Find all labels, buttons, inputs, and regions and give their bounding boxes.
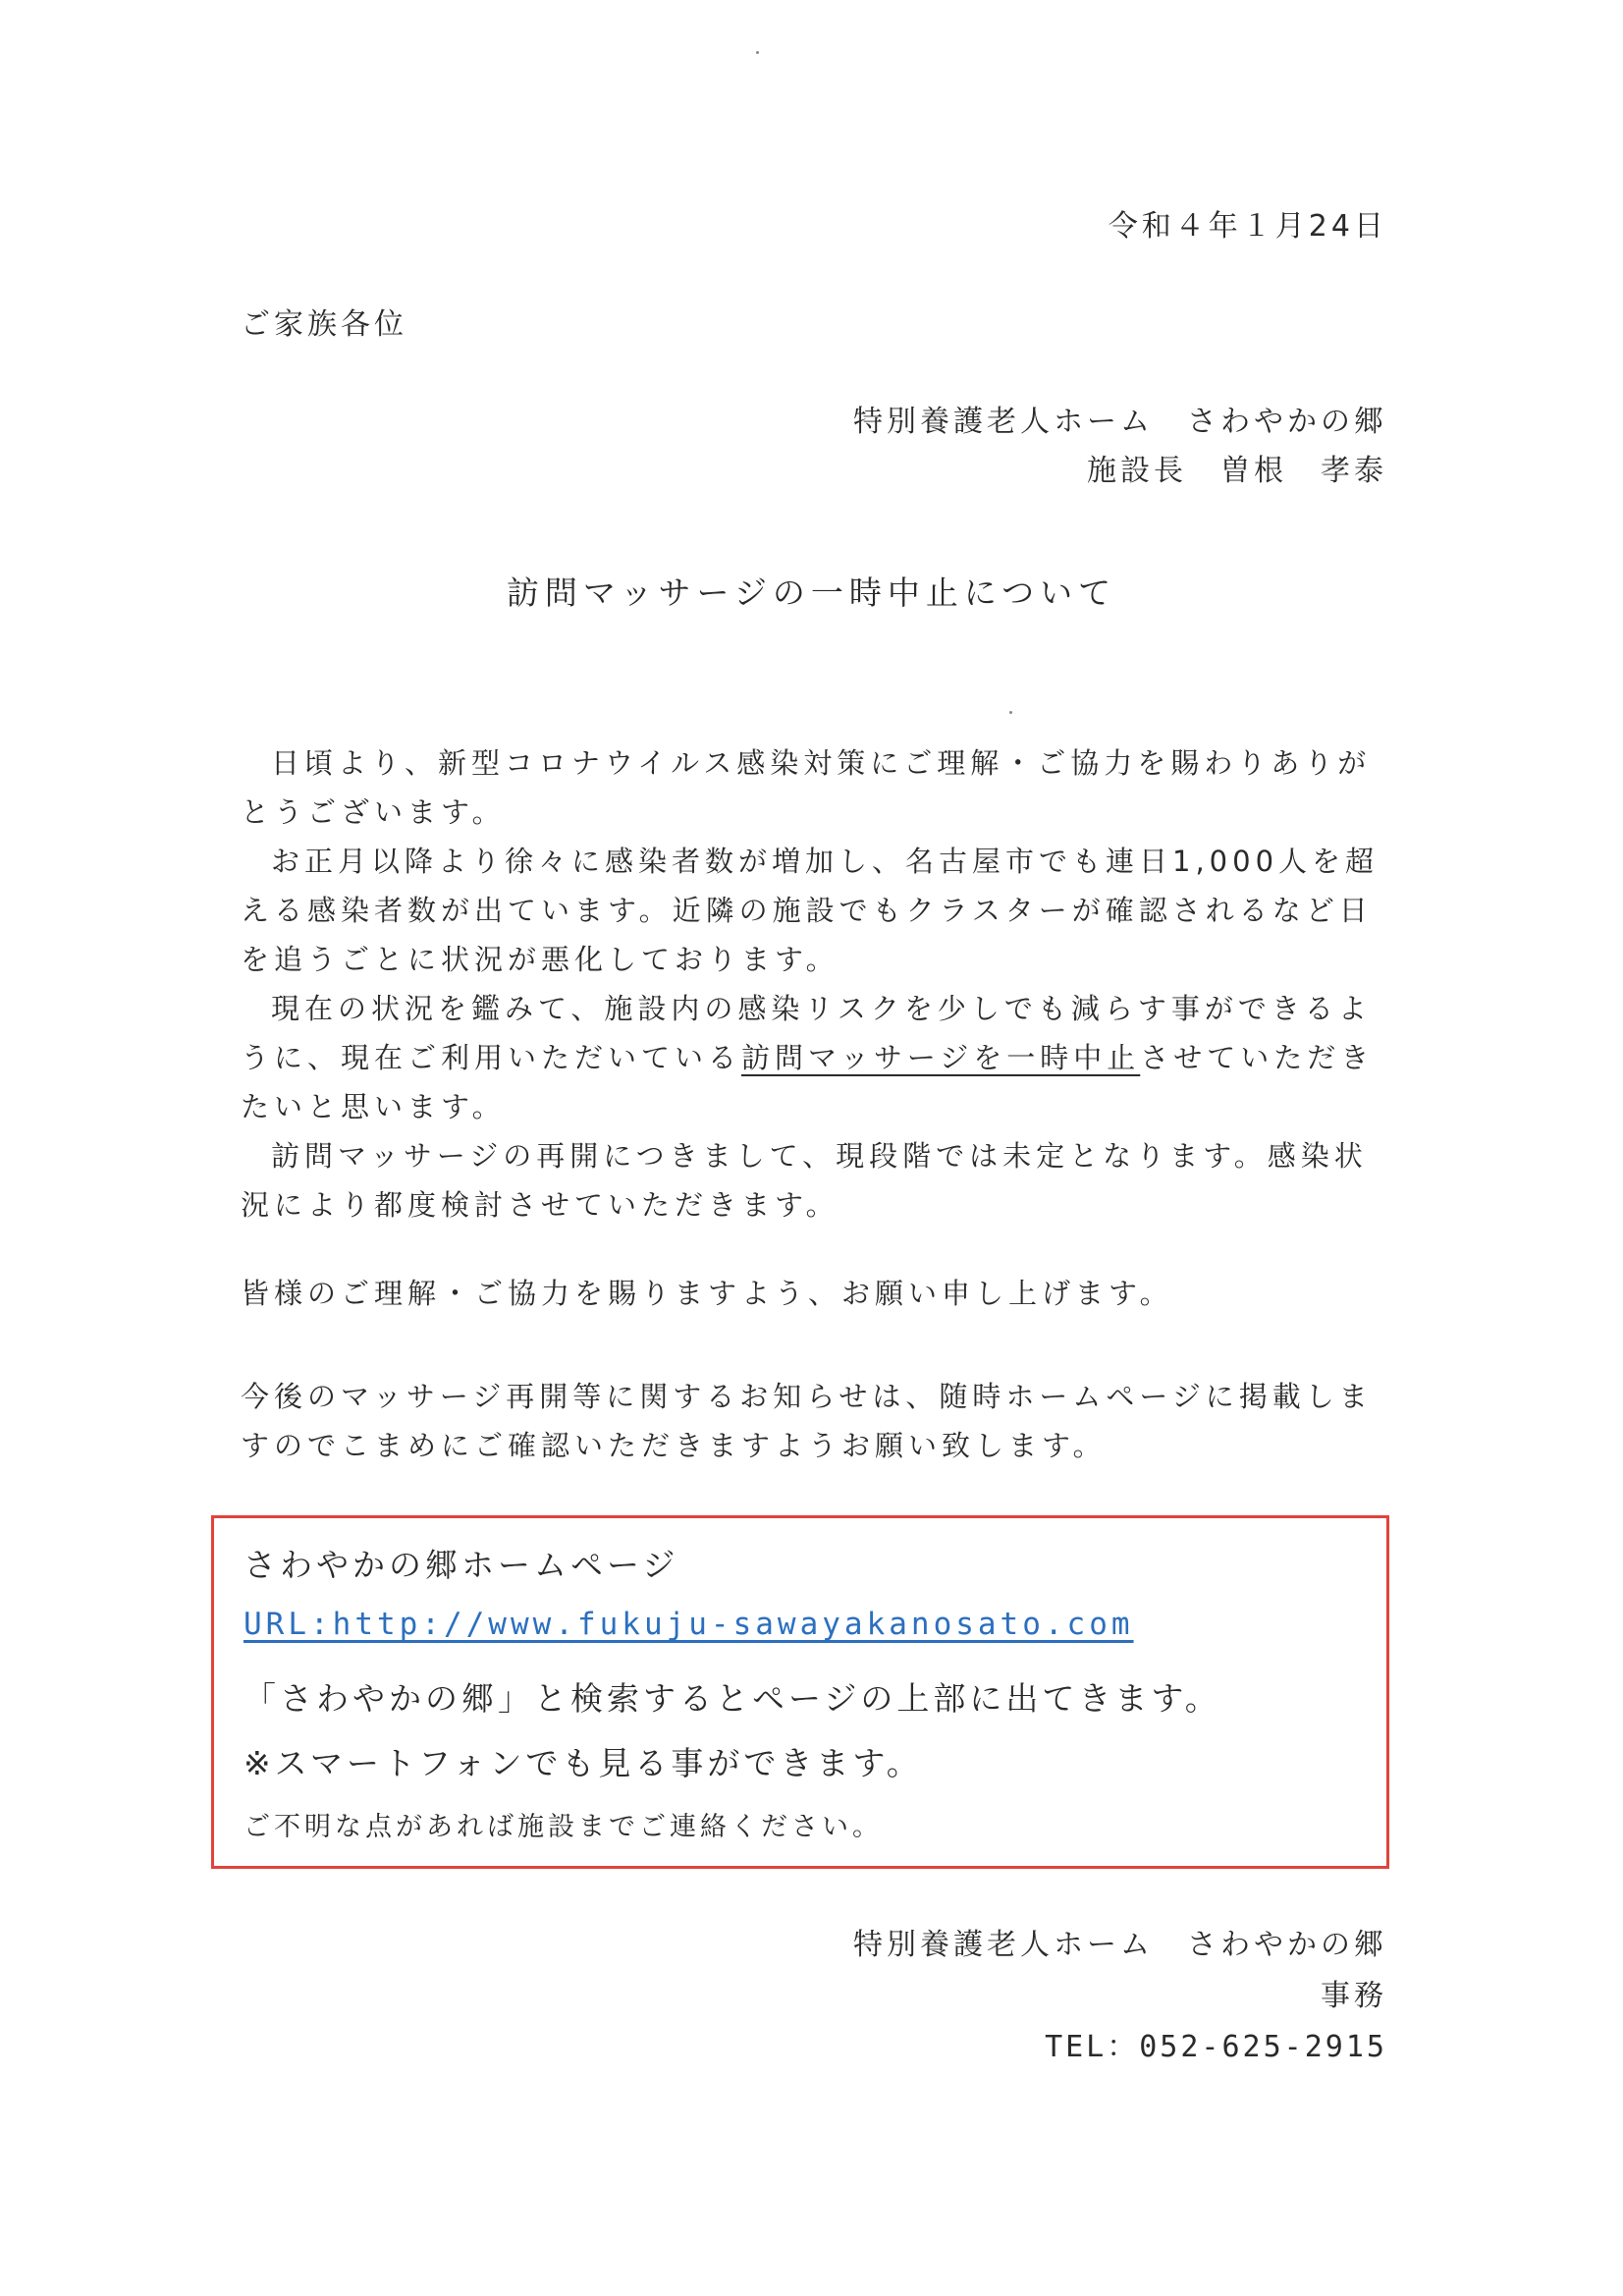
underlined-notice: 訪問マッサージを一時中止 xyxy=(741,1041,1141,1074)
homepage-heading: さわやかの郷ホームページ xyxy=(243,1546,679,1584)
body-paragraph xyxy=(241,984,1384,1131)
sender-organization: 特別養護老人ホーム さわやかの郷 xyxy=(853,405,1387,439)
homepage-notice: 今後のマッサージ再開等に関するお知らせは、随時ホームページに掲載しますのでこまめにご確認いただきますようお願い致します。 xyxy=(241,1380,1373,1462)
letter-body xyxy=(241,738,1384,1230)
search-hint: 「さわやかの郷」と検索するとページの上部に出てきます。 xyxy=(243,1679,1221,1718)
paragraph-text: 現在の状況を鑑みて、施設内の感染リスクを少しでも減らす事ができるように、現在ご利用いただいている xyxy=(241,992,1372,1074)
sender-name: 施設長 曽根 孝泰 xyxy=(1087,454,1387,488)
addressee: ご家族各位 xyxy=(241,307,407,342)
paragraph-text: させていただきたいと思います。 xyxy=(241,1041,1375,1123)
closing-line: 皆様のご理解・ご協力を賜りますよう、お願い申し上げます。 xyxy=(241,1277,1173,1310)
letter-title: 訪問マッサージの一時中止について xyxy=(506,574,1117,612)
homepage-url-link[interactable]: URL:http://www.fukuju-sawayakanosato.com xyxy=(243,1607,1134,1642)
sender-block xyxy=(853,398,1387,496)
letter-date: 令和４年１月24日 xyxy=(1108,209,1387,244)
scan-speck xyxy=(756,51,759,54)
body-paragraph: 訪問マッサージの再開につきまして、現段階では未定となります。感染状況により都度検討させていただきます。 xyxy=(241,1139,1368,1222)
homepage-info-box xyxy=(211,1515,1389,1869)
footer-telephone: TEL：052-625-2915 xyxy=(1045,2030,1387,2064)
body-paragraph: 日頃より、新型コロナウイルス感染対策にご理解・ご協力を賜わりありがとうございます。 xyxy=(241,746,1372,829)
smartphone-note: ※スマートフォンでも見る事ができます。 xyxy=(243,1744,923,1782)
body-paragraph: お正月以降より徐々に感染者数が増加し、名古屋市でも連日1,000人を超える感染者数が出ています。近隣の施設でもクラスターが確認されるなど日を追うごとに状況が悪化しております。 xyxy=(241,845,1380,976)
scan-speck xyxy=(1009,711,1012,714)
footer-block xyxy=(853,1920,1387,2073)
footer-department: 事務 xyxy=(1321,1979,1387,2013)
contact-note: ご不明な点があれば施設までご連絡ください。 xyxy=(243,1812,883,1842)
footer-organization: 特別養護老人ホーム さわやかの郷 xyxy=(853,1928,1387,1962)
